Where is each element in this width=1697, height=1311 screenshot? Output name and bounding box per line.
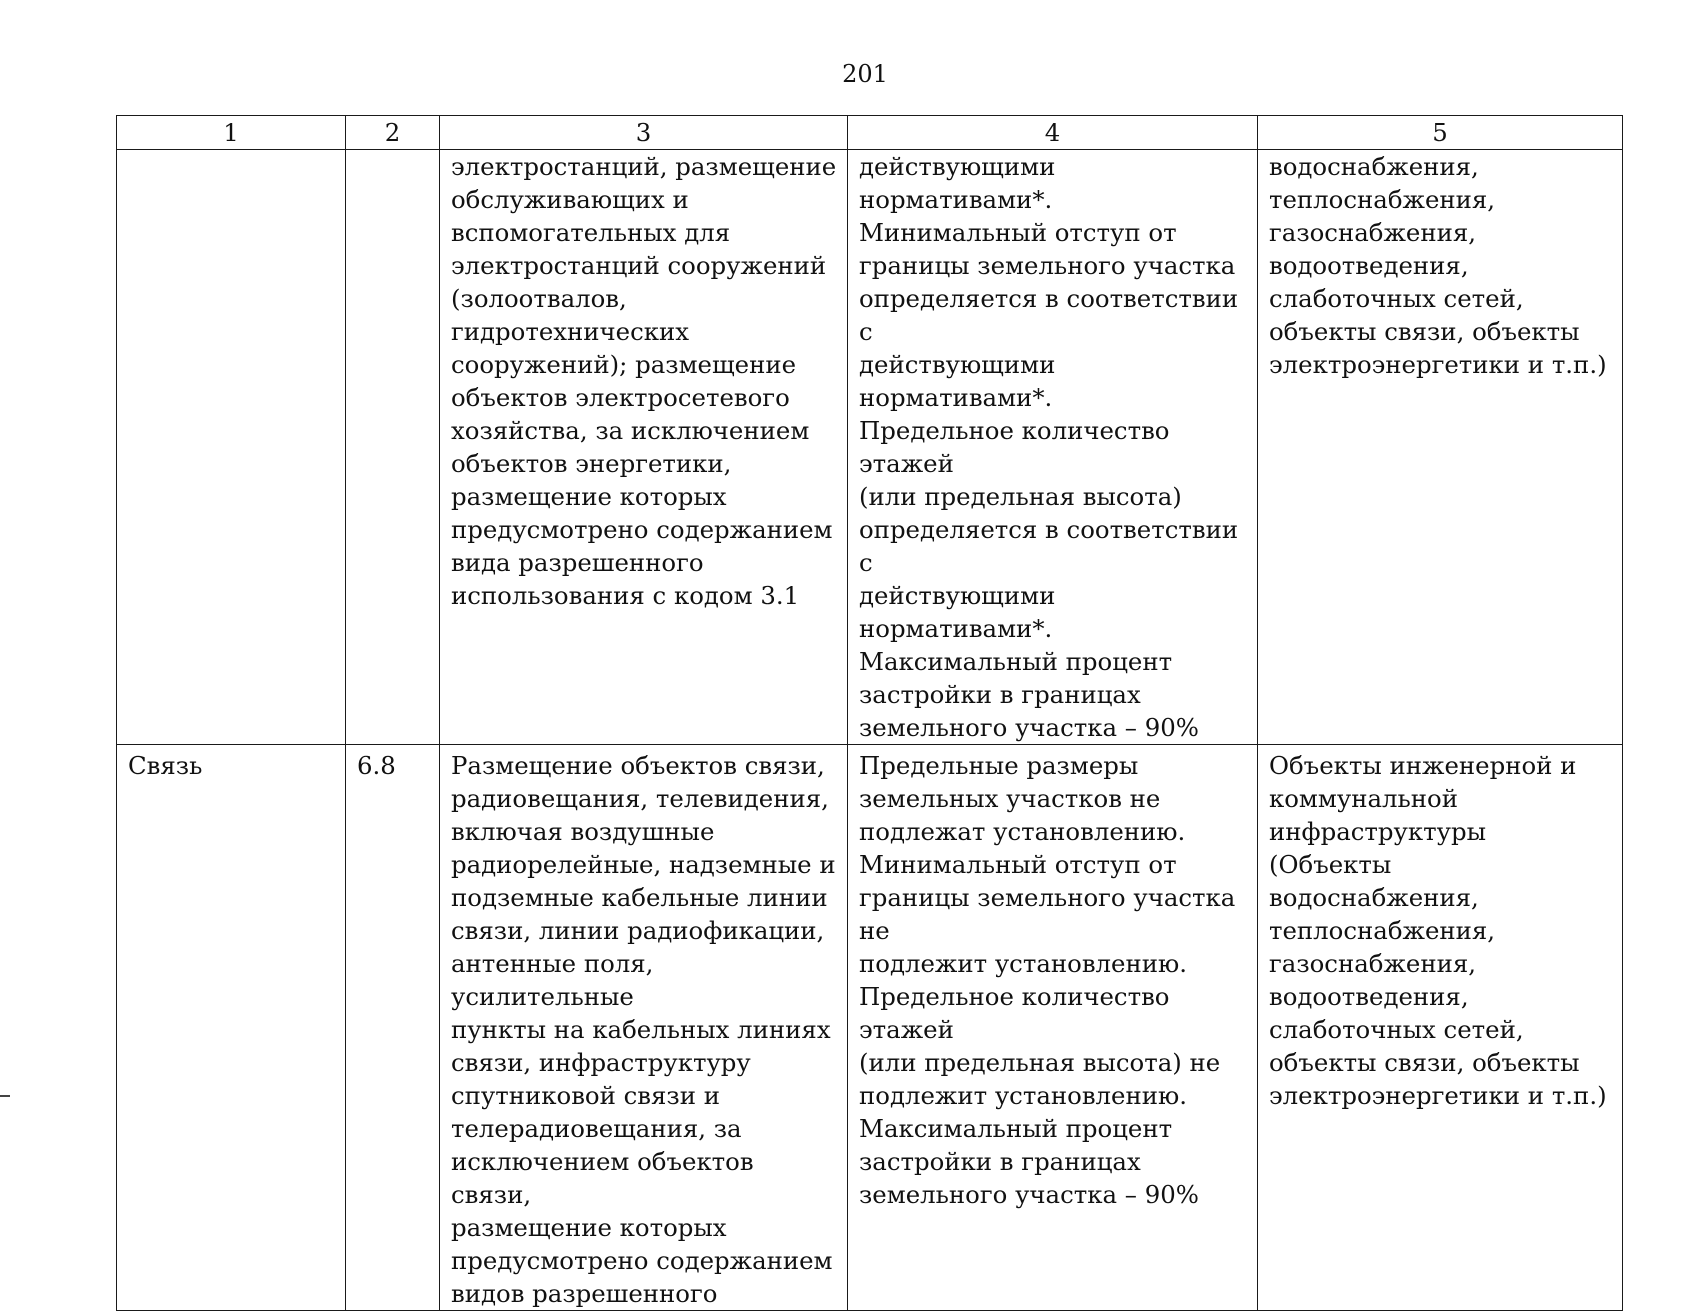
table-row	[117, 150, 1623, 745]
cell-auxiliary-uses: Объекты инженерной и коммунальной инфраструктуры (Объекты водоснабжения, теплоснабжения, газоснабжения, водоотведения, слаботочных сетей, объекты связи, объекты электроэнергетики и т.п.)	[1258, 745, 1623, 1311]
cell-parameters: Предельные размеры земельных участков не подлежат установлению. Минимальный отступ от границы земельного участка не подлежит установлению. Предельное количество этажей (или предельная высота) не подлежит установлению. Максимальный процент застройки в границах земельного участка – 90%	[848, 745, 1258, 1311]
cell-use-code: 6.8	[346, 745, 440, 1311]
cell-use-name: Связь	[117, 745, 346, 1311]
margin-mark	[0, 1095, 10, 1097]
land-use-table	[116, 115, 1623, 1311]
cell-use-code	[346, 150, 440, 745]
header-cell-5: 5	[1258, 116, 1623, 150]
header-cell-3: 3	[440, 116, 848, 150]
cell-use-name	[117, 150, 346, 745]
page-number: 201	[842, 60, 888, 88]
header-cell-2: 2	[346, 116, 440, 150]
cell-auxiliary-uses: водоснабжения, теплоснабжения, газоснабжения, водоотведения, слаботочных сетей, объекты связи, объекты электроэнергетики и т.п.)	[1258, 150, 1623, 745]
cell-use-description: электростанций, размещение обслуживающих и вспомогательных для электростанций сооружений (золоотвалов, гидротехнических сооружений); размещение объектов электросетевого хозяйства, за исключением объектов энергетики, размещение которых предусмотрено содержанием вида разрешенного использования с кодом 3.1	[440, 150, 848, 745]
header-cell-1: 1	[117, 116, 346, 150]
cell-use-description: Размещение объектов связи, радиовещания, телевидения, включая воздушные радиорелейные, надземные и подземные кабельные линии связи, линии радиофикации, антенные поля, усилительные пункты на кабельных линиях связи, инфраструктуру спутниковой связи и телерадиовещания, за исключением объектов связи, размещение которых предусмотрено содержанием видов разрешенного	[440, 745, 848, 1311]
cell-parameters: действующими нормативами*. Минимальный отступ от границы земельного участка определяется в соответствии с действующими нормативами*. Предельное количество этажей (или предельная высота) определяется в соответствии с действующими нормативами*. Максимальный процент застройки в границах земельного участка – 90%	[848, 150, 1258, 745]
table-row	[117, 745, 1623, 1311]
table-header-row	[117, 116, 1623, 150]
header-cell-4: 4	[848, 116, 1258, 150]
